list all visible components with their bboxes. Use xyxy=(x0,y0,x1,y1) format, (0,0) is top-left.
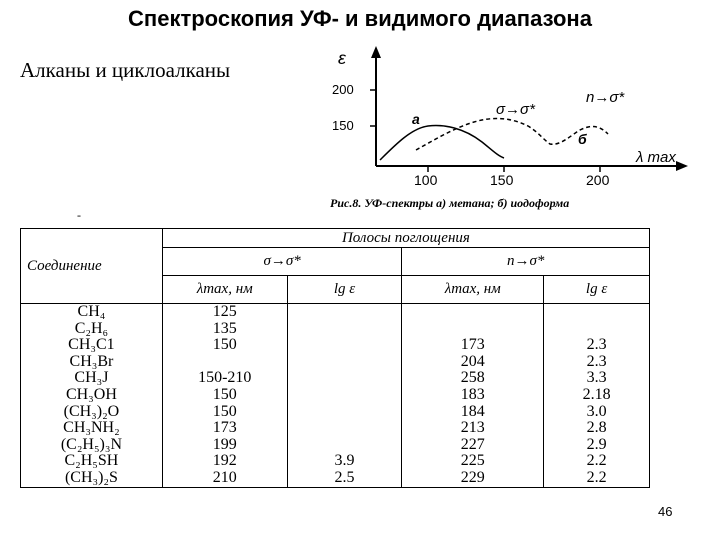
lge-n-cell: 2.2 xyxy=(586,452,607,470)
sigma-transition-label: σ→σ* xyxy=(496,101,535,118)
compound-cell: CH₃J xyxy=(74,369,109,387)
curve-b-label: б xyxy=(578,131,587,147)
lge-n-cell: 2.2 xyxy=(586,468,607,486)
lmax-n-cell: 229 xyxy=(460,468,485,486)
header-lge-n: lg ε xyxy=(544,276,650,304)
lge-n-cell: 3.0 xyxy=(586,402,607,420)
lmax-n-cell: 227 xyxy=(460,435,485,453)
absorption-table xyxy=(20,228,650,488)
compound-column xyxy=(21,304,163,488)
lge-n-cell: 2.8 xyxy=(586,419,607,437)
epsilon-label: ε xyxy=(338,48,346,68)
lmax-n-cell: 184 xyxy=(460,402,485,420)
lmax-n-cell: 213 xyxy=(460,419,485,437)
lmax-sigma-cell: 192 xyxy=(212,452,237,470)
lge-sigma-cell xyxy=(288,354,402,371)
header-bands: Полосы поглощения xyxy=(162,229,649,248)
curve-a xyxy=(380,126,504,160)
uv-spectrum-figure xyxy=(324,44,694,219)
compound-cell: CH₃Br xyxy=(69,352,114,370)
x-tick-label-100: 100 xyxy=(414,172,438,188)
n-transition-label: n→σ* xyxy=(586,89,625,106)
compound-cell: CH₃C1 xyxy=(68,336,115,354)
lmax-n-column xyxy=(402,304,544,488)
lge-sigma-cell xyxy=(288,304,402,321)
lge-sigma-cell xyxy=(288,437,402,454)
lmax-sigma-cell: 150 xyxy=(212,402,237,420)
lge-n-cell xyxy=(544,304,649,321)
compound-cell: (C₂H₅)₃N xyxy=(60,435,122,453)
header-lge-sigma: lg ε xyxy=(287,276,402,304)
y-tick-label-150: 150 xyxy=(332,118,354,133)
x-tick-label-150: 150 xyxy=(490,172,514,188)
x-axis-arrow xyxy=(676,161,688,171)
lmax-sigma-column xyxy=(162,304,287,488)
lmax-sigma-cell: 150-210 xyxy=(198,369,252,387)
lmax-n-cell: 204 xyxy=(460,352,485,370)
lge-n-cell: 3.3 xyxy=(586,369,607,387)
lmax-n-cell xyxy=(402,304,543,321)
header-lmax-n: λmax, нм xyxy=(402,276,544,304)
lge-sigma-cell: 3.9 xyxy=(334,452,355,470)
lmax-sigma-cell: 210 xyxy=(212,468,237,486)
compound-cell: C₂H₅SH xyxy=(64,452,119,470)
y-axis-arrow xyxy=(371,46,381,58)
header-lmax-sigma: λmax, нм xyxy=(162,276,287,304)
lge-sigma-cell xyxy=(288,420,402,437)
lmax-sigma-cell: 135 xyxy=(212,319,237,337)
header-n-transition: n→σ* xyxy=(402,248,650,276)
lge-sigma-cell xyxy=(288,321,402,338)
lmax-sigma-cell: 150 xyxy=(212,385,237,403)
lge-sigma-column xyxy=(287,304,402,488)
lge-sigma-cell xyxy=(288,337,402,354)
lge-n-cell xyxy=(544,321,649,338)
figure-caption: Рис.8. УФ-спектры а) метана; б) иодоформа xyxy=(330,196,570,210)
lmax-sigma-cell: 199 xyxy=(212,435,237,453)
lge-n-cell: 2.3 xyxy=(586,352,607,370)
compound-cell: (CH₃)₂O xyxy=(63,402,120,420)
lge-sigma-cell: 2.5 xyxy=(334,468,355,486)
stray-mark: - xyxy=(77,208,81,222)
lmax-sigma-cell: 150 xyxy=(212,336,237,354)
lmax-sigma-cell: 125 xyxy=(212,303,237,320)
lmax-n-cell xyxy=(402,321,543,338)
lge-n-cell: 2.9 xyxy=(586,435,607,453)
lmax-n-cell: 173 xyxy=(460,336,485,354)
lmax-sigma-cell: 173 xyxy=(212,419,237,437)
lge-n-cell: 2.3 xyxy=(586,336,607,354)
header-compound: Соединение xyxy=(21,229,163,304)
header-sigma-transition: σ→σ* xyxy=(162,248,402,276)
lge-sigma-cell xyxy=(288,370,402,387)
slide-subtitle: Алканы и циклоалканы xyxy=(20,58,231,82)
lmax-n-cell: 225 xyxy=(460,452,485,470)
page-number: 46 xyxy=(658,504,673,519)
lge-n-column xyxy=(544,304,650,488)
compound-cell: CH₄ xyxy=(77,303,106,320)
compound-cell: CH₃OH xyxy=(65,385,117,403)
curve-a-label: a xyxy=(412,111,420,127)
lmax-n-cell: 183 xyxy=(460,385,485,403)
slide-title: Спектроскопия УФ- и видимого диапазона xyxy=(128,6,592,31)
compound-cell: CH₃NH₂ xyxy=(63,419,120,437)
lge-sigma-cell xyxy=(288,387,402,404)
lmax-n-cell: 258 xyxy=(460,369,485,387)
lge-sigma-cell xyxy=(288,404,402,421)
x-tick-label-200: 200 xyxy=(586,172,610,188)
lmax-sigma-cell xyxy=(163,354,287,371)
y-tick-label-200: 200 xyxy=(332,82,354,97)
compound-cell: C₂H₆ xyxy=(74,319,109,337)
lambda-max-label: λ max xyxy=(636,149,676,166)
table-body-row xyxy=(21,304,650,488)
lge-n-cell: 2.18 xyxy=(582,385,611,403)
compound-cell: (CH₃)₂S xyxy=(64,468,118,486)
